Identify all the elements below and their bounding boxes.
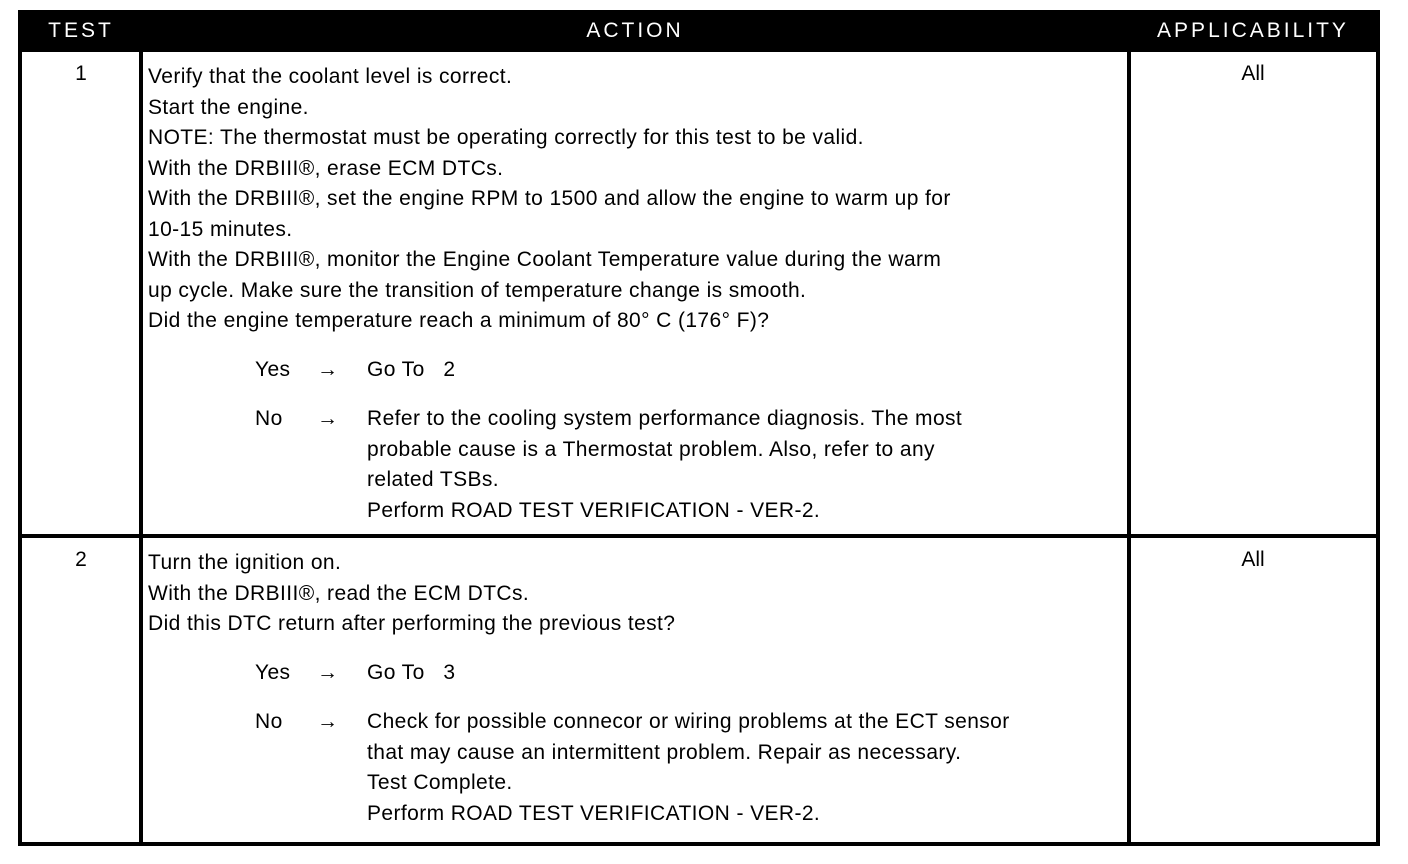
action-line: With the DRBIII®, erase ECM DTCs. <box>148 156 504 180</box>
answer-line: related TSBs. <box>367 468 500 491</box>
table-row-test-2 <box>22 542 1376 842</box>
applicability-cell: All <box>1241 548 1265 571</box>
answer-no <box>148 404 1122 526</box>
action-line: 10-15 minutes. <box>148 217 293 241</box>
action-line: With the DRBIII®, read the ECM DTCs. <box>148 581 530 605</box>
answer-yes-label: Yes <box>255 357 291 381</box>
answer-no-label: No <box>255 407 283 430</box>
arrow-right-icon: → <box>317 710 339 733</box>
answer-line: Check for possible connecor or wiring problems at the ECT sensor <box>367 710 1010 733</box>
arrow-right-icon: → <box>317 407 339 430</box>
answer-line: Perform ROAD TEST VERIFICATION - VER-2. <box>367 498 821 522</box>
answer-line: Go To 3 <box>367 660 456 684</box>
answer-line: probable cause is a Thermostat problem. Also, refer to any <box>367 437 935 461</box>
answer-list <box>148 355 1122 527</box>
answer-no-text <box>367 404 1122 526</box>
answer-no <box>148 707 1122 829</box>
answer-yes-label: Yes <box>255 660 291 684</box>
header-applicability: APPLICABILITY <box>1157 19 1349 42</box>
answer-yes <box>148 658 1122 689</box>
answer-list <box>148 658 1122 830</box>
table-header <box>22 10 1376 52</box>
action-line: up cycle. Make sure the transition of temperature change is smooth. <box>148 278 807 302</box>
action-note: NOTE: The thermostat must be operating correctly for this test to be valid. <box>148 126 864 149</box>
answer-line: Test Complete. <box>367 771 513 794</box>
action-line: Verify that the coolant level is correct. <box>148 65 513 88</box>
action-line: With the DRBIII®, monitor the Engine Coolant Temperature value during the warm <box>148 248 942 271</box>
applicability-cell: All <box>1241 62 1265 85</box>
answer-no-label: No <box>255 710 283 733</box>
header-test: TEST <box>48 19 114 42</box>
table-row-test-1 <box>22 56 1376 534</box>
action-line: Start the engine. <box>148 95 309 119</box>
answer-yes-text <box>367 355 1122 386</box>
test-number: 2 <box>75 548 87 571</box>
answer-yes-text <box>367 658 1122 689</box>
answer-yes <box>148 355 1122 386</box>
answer-line: Perform ROAD TEST VERIFICATION - VER-2. <box>367 801 821 825</box>
arrow-right-icon: → <box>317 357 339 381</box>
test-number: 1 <box>75 62 87 85</box>
answer-line: Go To 2 <box>367 357 456 381</box>
action-cell <box>148 548 1122 848</box>
action-question: Did the engine temperature reach a minimum of 80° C (176° F)? <box>148 309 770 332</box>
arrow-right-icon: → <box>317 660 339 684</box>
answer-no-text <box>367 707 1122 829</box>
answer-line: that may cause an intermittent problem. Repair as necessary. <box>367 740 962 764</box>
action-cell <box>148 62 1122 545</box>
diagnostic-table <box>18 10 1380 846</box>
action-line: Turn the ignition on. <box>148 551 342 574</box>
action-line: With the DRBIII®, set the engine RPM to 1500 and allow the engine to warm up for <box>148 187 951 210</box>
action-question: Did this DTC return after performing the previous test? <box>148 612 676 635</box>
header-action: ACTION <box>586 19 684 42</box>
answer-line: Refer to the cooling system performance diagnosis. The most <box>367 407 963 430</box>
